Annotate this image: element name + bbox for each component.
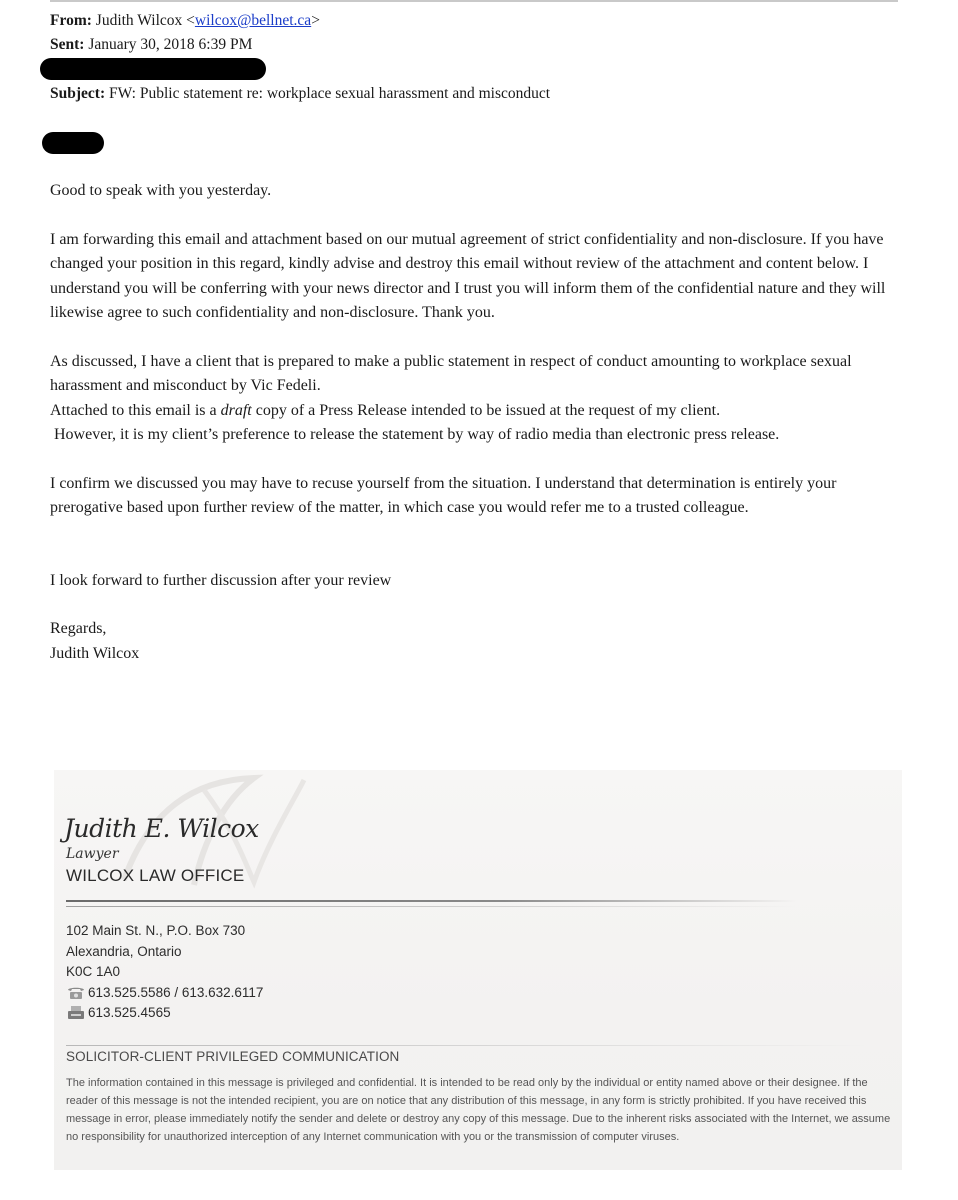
paragraph-attachment: Attached to this email is a draft copy of a Press Release intended to be issued at the request of my client.: [50, 401, 721, 419]
from-line: From: Judith Wilcox <wilcox@bellnet.ca>: [50, 12, 320, 29]
email-body: [50, 179, 910, 666]
subject-value: FW: Public statement re: workplace sexual harassment and misconduct: [108, 85, 551, 102]
paragraph-preference: However, it is my client’s preference to release the statement by way of radio media than electronic press release.: [50, 426, 780, 443]
sent-line: [50, 35, 252, 55]
from-email-link[interactable]: wilcox@bellnet.ca: [194, 12, 312, 29]
redaction-salutation: [42, 132, 104, 154]
email-signature-block: [54, 770, 902, 1170]
paragraph-statement: As discussed, I have a client that is prepared to make a public statement in respect of conduct amounting to workplace sexual harassment and misconduct by Vic Fedeli.: [50, 352, 852, 394]
fax-number: 613.525.4565: [88, 1005, 171, 1020]
privilege-notice-text: The information contained in this message is privileged and confidential. It is intended to be read only by the individual or entity named above or their designee. If the reader of this message is not the intended recipient, you are on notice that any distribution of this message, in any form is strictly prohibited. If you have received this message in error, please immediately notify the sender and delete or destroy any copy of this message. Due to the inherent risks associated with the Internet, we assume no responsibility for unauthorized interception of any Internet communication with you or the transmission of computer viruses.: [66, 1077, 891, 1143]
paragraph-recusal: I confirm we discussed you may have to recuse yourself from the situation. I understand that determination is entirely your prerogative based upon further review of the matter, in which case you would refer me to a trusted colleague.: [50, 474, 837, 516]
fax-icon: [66, 1005, 88, 1021]
subject-label: Subject:: [50, 85, 106, 102]
paragraph-followup: I look forward to further discussion after your review: [50, 571, 392, 589]
phone-line: [66, 983, 263, 1004]
address-line-1: 102 Main St. N., P.O. Box 730: [66, 923, 246, 938]
paragraph-confidentiality: I am forwarding this email and attachment based on our mutual agreement of strict confidentiality and non-disclosure. If you have changed your position in this regard, kindly advise and destroy this email without review of the attachment and content below. I understand you will be conferring with your news director and I trust you will inform them of the confidential nature and they will likewise agree to such confidentiality and non-disclosure. Thank you.: [50, 230, 886, 321]
privilege-notice-title: SOLICITOR-CLIENT PRIVILEGED COMMUNICATION: [66, 1049, 400, 1064]
top-divider: [50, 0, 898, 2]
greeting: Good to speak with you yesterday.: [50, 182, 272, 199]
from-name: Judith Wilcox: [95, 12, 183, 29]
signature-role: Lawyer: [66, 846, 119, 862]
fax-line: [66, 1003, 263, 1024]
from-label: From:: [50, 12, 92, 29]
address-line-2: Alexandria, Ontario: [66, 943, 182, 959]
phone-numbers: 613.525.5586 / 613.632.6117: [88, 984, 264, 1000]
draft-emphasis: draft: [220, 401, 252, 419]
redaction-recipient: [40, 58, 266, 80]
notice-divider: [66, 1045, 866, 1046]
postal-code: K0C 1A0: [66, 964, 121, 979]
sent-label: Sent:: [50, 36, 85, 53]
closing-name: Judith Wilcox: [50, 644, 140, 662]
signature-divider-thin: [66, 906, 796, 907]
signature-office: WILCOX LAW OFFICE: [66, 866, 245, 885]
signature-script-name: Judith E. Wilcox: [64, 814, 259, 843]
address-block: [66, 921, 263, 1024]
telephone-icon: [66, 985, 88, 1001]
subject-line: [50, 84, 550, 104]
sent-value: January 30, 2018 6:39 PM: [88, 36, 253, 53]
signature-divider: [66, 900, 796, 902]
closing: Regards,: [50, 620, 107, 637]
